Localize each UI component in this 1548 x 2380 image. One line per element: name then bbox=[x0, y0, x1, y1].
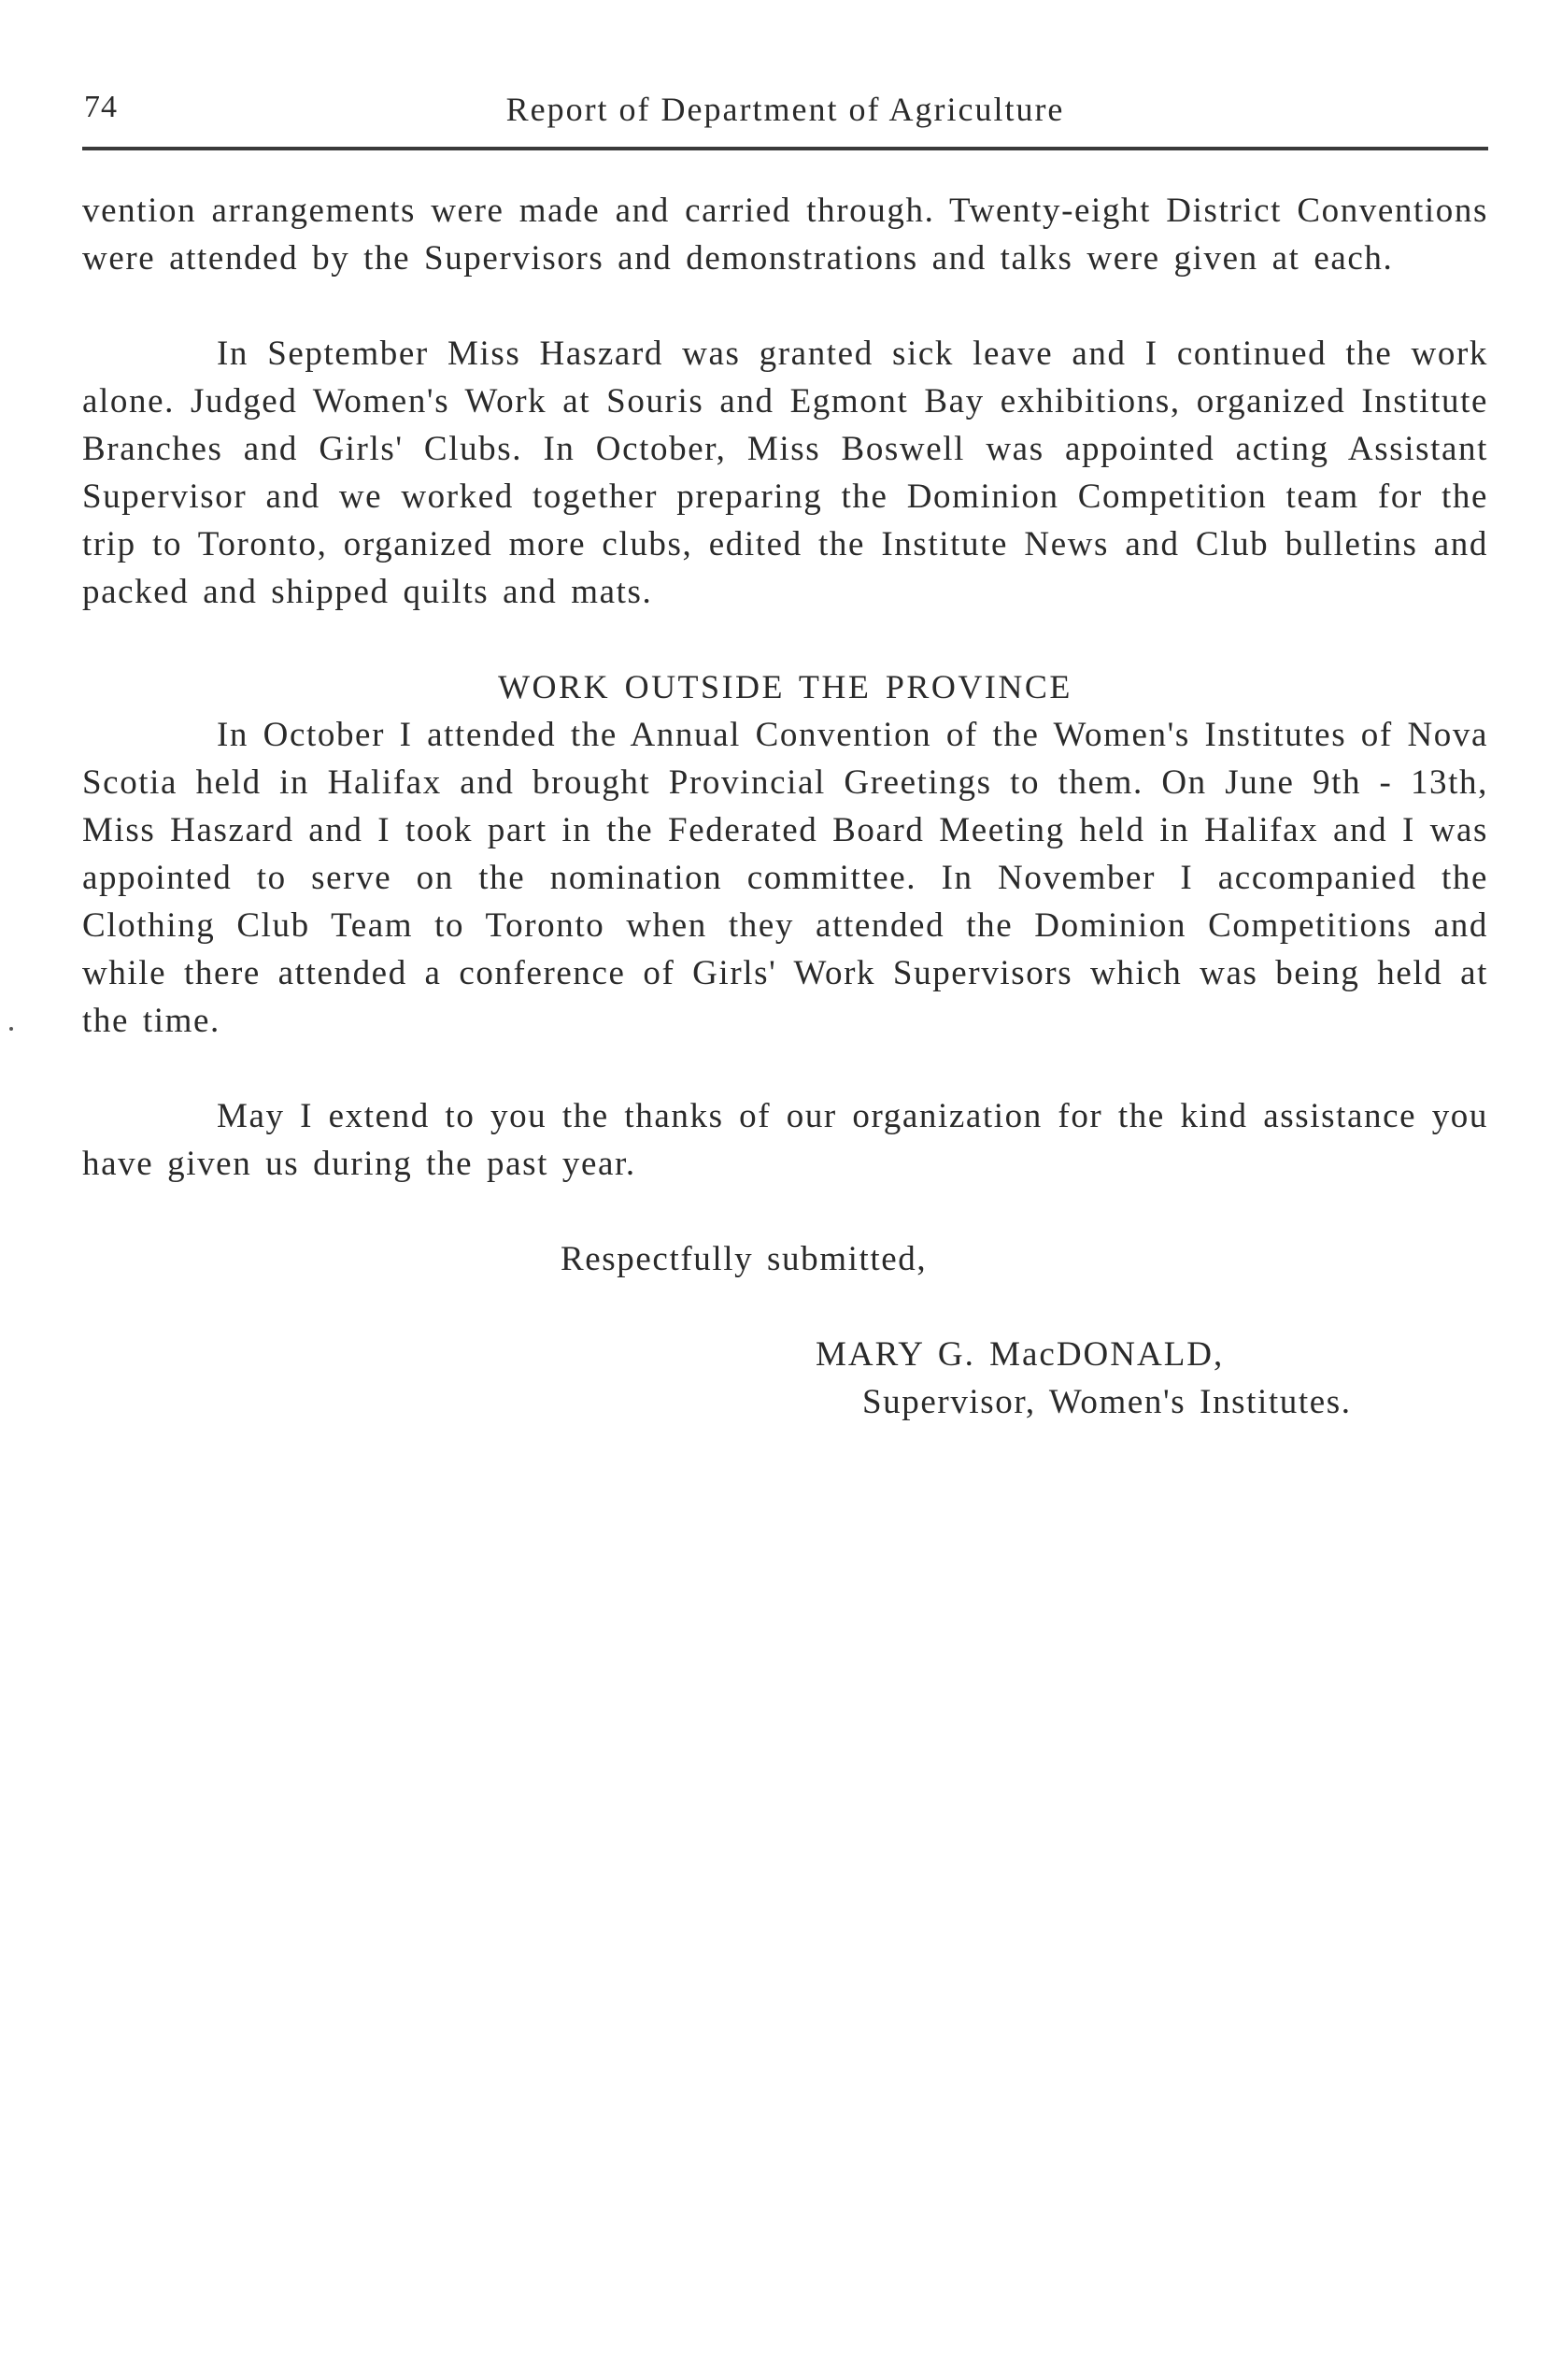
header-rule bbox=[82, 147, 1488, 150]
signatory-title: Supervisor, Women's Institutes. bbox=[862, 1383, 1352, 1421]
page-number: 74 bbox=[84, 90, 118, 124]
closing-line: Respectfully submitted, bbox=[561, 1240, 928, 1278]
page-header bbox=[82, 82, 1488, 138]
margin-mark bbox=[9, 1027, 13, 1031]
paragraph-september: In September Miss Haszard was granted sick leave and I continued the work alone. Judged Women's Work at Souris and Egmont Bay exhibitions, organized Institute Branches and Girls' Clubs. In October, Miss Boswell was appointed acting Assistant Supervisor and we worked together preparing the Dominion Competition team for the trip to Toronto, organized more clubs, edited the Institute News and Club bulletins and packed and shipped quilts and mats. bbox=[82, 335, 1488, 611]
paragraph-outside-province: In October I attended the Annual Convention of the Women's Institutes of Nova Scotia held in Halifax and brought Provincial Greetings to them. On June 9th - 13th, Miss Haszard and I took part in the Federated Board Meeting held in Halifax and I was appointed to serve on the nomination committee. In November I accompanied the Clothing Club Team to Toronto when they attended the Dominion Competitions and while there attended a conference of Girls' Work Supervisors which was being held at the time. bbox=[82, 716, 1488, 1040]
body-text bbox=[82, 187, 1488, 1426]
signatory-name: MARY G. MacDONALD, bbox=[816, 1335, 1225, 1374]
paragraph-continued: vention arrangements were made and carried through. Twenty-eight District Conventions were attended by the Supervisors and demonstrations and talks were given at each. bbox=[82, 192, 1488, 278]
section-heading: WORK OUTSIDE THE PROVINCE bbox=[498, 668, 1072, 705]
paragraph-thanks: May I extend to you the thanks of our organization for the kind assistance you have given us during the past year. bbox=[82, 1097, 1488, 1183]
running-head: Report of Department of Agriculture bbox=[505, 91, 1065, 128]
